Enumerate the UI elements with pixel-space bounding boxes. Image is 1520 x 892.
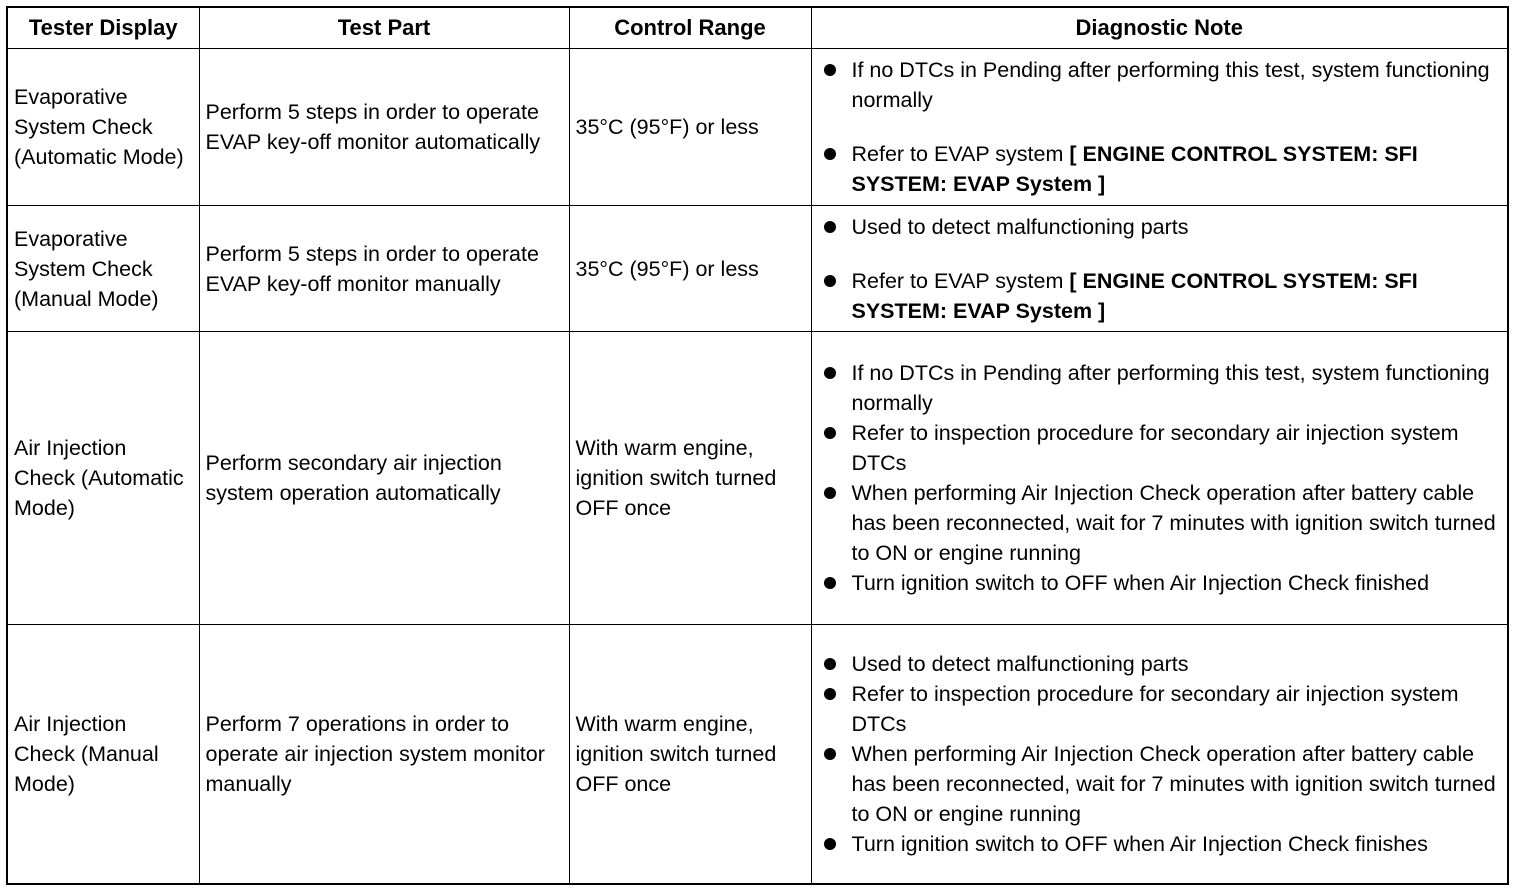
table-row xyxy=(7,625,1508,884)
bullet-icon xyxy=(824,275,836,287)
diagnostic-note-cell xyxy=(811,49,1508,206)
diagnostic-note-cell xyxy=(811,625,1508,884)
note-item: Used to detect malfunctioning parts xyxy=(818,649,1502,679)
note-item: Refer to EVAP system [ ENGINE CONTROL SYSTEM: SFI SYSTEM: EVAP System ] xyxy=(818,139,1502,199)
note-item: Refer to inspection procedure for secondary air injection system DTCs xyxy=(818,418,1502,478)
header-diagnostic-note: Diagnostic Note xyxy=(811,7,1508,49)
tester-display-cell: Air Injection Check (Automatic Mode) xyxy=(7,332,199,625)
tester-display-cell: Evaporative System Check (Automatic Mode) xyxy=(7,49,199,206)
control-range-cell: 35°C (95°F) or less xyxy=(569,49,811,206)
note-list xyxy=(818,649,1502,859)
header-tester-display: Tester Display xyxy=(7,7,199,49)
note-list xyxy=(818,358,1502,598)
note-item: Used to detect malfunctioning parts xyxy=(818,212,1502,242)
tester-display-cell: Air Injection Check (Manual Mode) xyxy=(7,625,199,884)
control-range-cell: With warm engine, ignition switch turned OFF once xyxy=(569,332,811,625)
table-row xyxy=(7,332,1508,625)
test-part-cell: Perform 5 steps in order to operate EVAP key-off monitor manually xyxy=(199,206,569,332)
bullet-icon xyxy=(824,658,836,670)
bullet-icon xyxy=(824,487,836,499)
note-item: If no DTCs in Pending after performing this test, system functioning normally xyxy=(818,358,1502,418)
test-part-cell: Perform 5 steps in order to operate EVAP key-off monitor automatically xyxy=(199,49,569,206)
test-part-cell: Perform secondary air injection system operation automatically xyxy=(199,332,569,625)
note-item: Refer to inspection procedure for secondary air injection system DTCs xyxy=(818,679,1502,739)
bullet-icon xyxy=(824,838,836,850)
test-part-cell: Perform 7 operations in order to operate air injection system monitor manually xyxy=(199,625,569,884)
control-range-cell: 35°C (95°F) or less xyxy=(569,206,811,332)
reference-link[interactable]: [ ENGINE CONTROL SYSTEM: SFI SYSTEM: EVAP System ] xyxy=(851,142,1418,196)
bullet-icon xyxy=(824,64,836,76)
note-item: Refer to EVAP system [ ENGINE CONTROL SYSTEM: SFI SYSTEM: EVAP System ] xyxy=(818,266,1502,326)
bullet-icon xyxy=(824,748,836,760)
note-item: When performing Air Injection Check operation after battery cable has been reconnected, wait for 7 minutes with ignition switch turned to ON or engine running xyxy=(818,739,1502,829)
bullet-icon xyxy=(824,367,836,379)
diagnostic-note-cell xyxy=(811,206,1508,332)
note-list xyxy=(818,212,1502,326)
table-row xyxy=(7,49,1508,206)
bullet-icon xyxy=(824,148,836,160)
note-item: If no DTCs in Pending after performing this test, system functioning normally xyxy=(818,55,1502,115)
note-item: Turn ignition switch to OFF when Air Injection Check finishes xyxy=(818,829,1502,859)
note-item: Turn ignition switch to OFF when Air Injection Check finished xyxy=(818,568,1502,598)
control-range-cell: With warm engine, ignition switch turned OFF once xyxy=(569,625,811,884)
note-list xyxy=(818,55,1502,199)
header-test-part: Test Part xyxy=(199,7,569,49)
bullet-icon xyxy=(824,577,836,589)
diagnostic-table xyxy=(6,6,1509,885)
table-row xyxy=(7,206,1508,332)
bullet-icon xyxy=(824,221,836,233)
header-control-range: Control Range xyxy=(569,7,811,49)
note-item: When performing Air Injection Check operation after battery cable has been reconnected, wait for 7 minutes with ignition switch turned to ON or engine running xyxy=(818,478,1502,568)
tester-display-cell: Evaporative System Check (Manual Mode) xyxy=(7,206,199,332)
reference-link[interactable]: [ ENGINE CONTROL SYSTEM: SFI SYSTEM: EVAP System ] xyxy=(851,268,1418,323)
bullet-icon xyxy=(824,688,836,700)
bullet-icon xyxy=(824,427,836,439)
header-row xyxy=(7,7,1508,49)
diagnostic-note-cell xyxy=(811,332,1508,625)
